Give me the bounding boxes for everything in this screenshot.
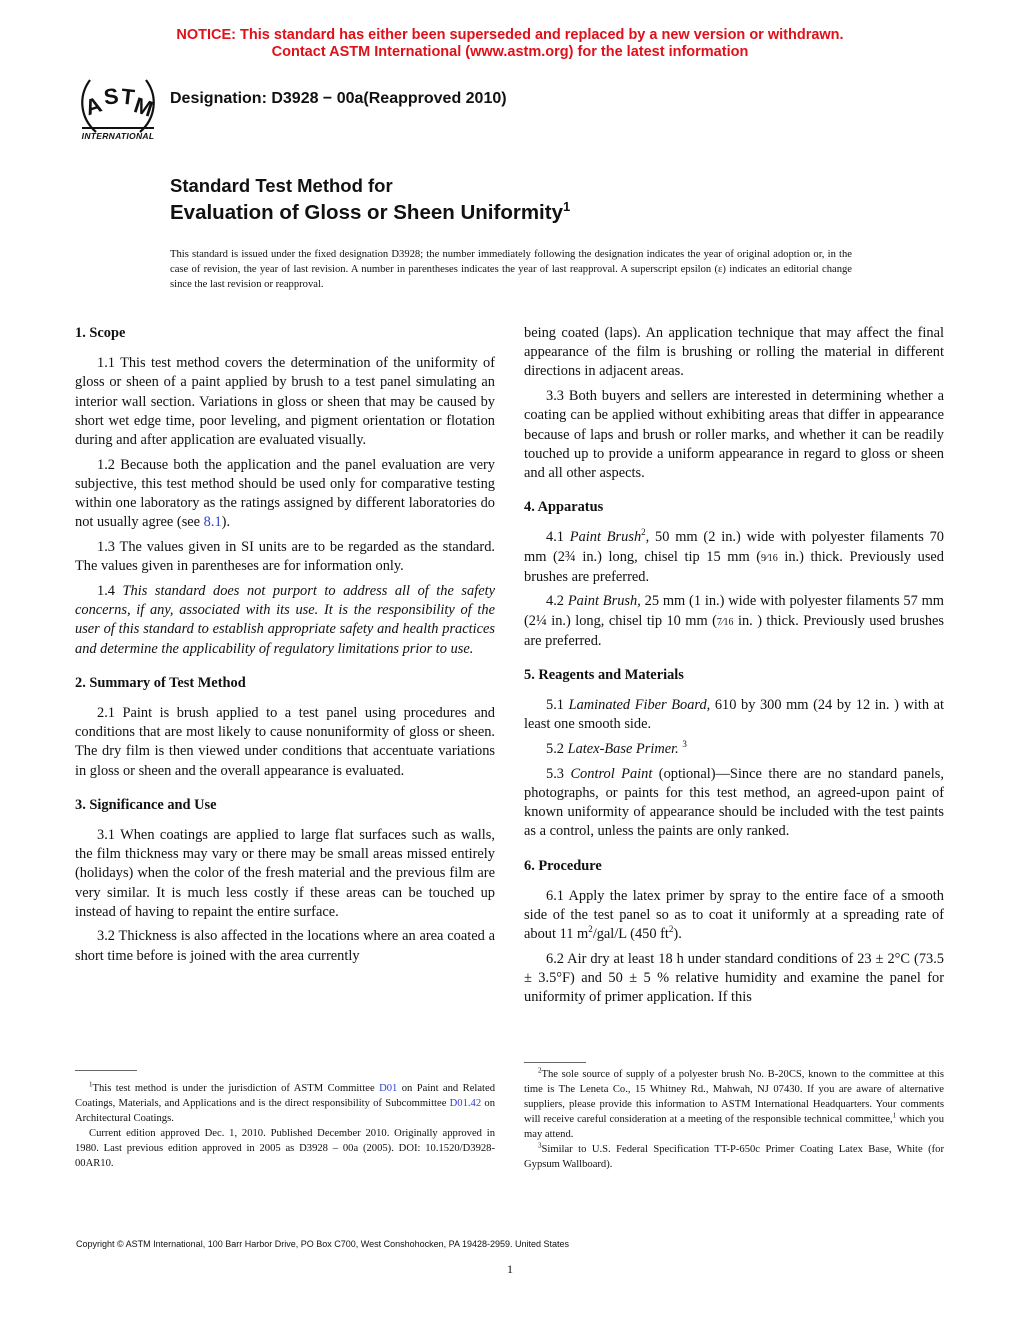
footnote-1-edition: Current edition approved Dec. 1, 2010. Published December 2010. Originally approved in 1980. Last previous edition approved in 2005 as D3928 – 00a (2005). DOI: 10.1520/D3928-00AR10. [75,1128,495,1169]
para-6-1-text: 6.1 Apply the latex primer by spray to the entire face of a smooth side of the test panel so as to coat it uniformly at a spreading rate of about 11 m [524,887,944,943]
footnote-3 [524,1142,944,1172]
section-3-heading: 3. Significance and Use [75,796,217,813]
para-5-1-term: Laminated Fiber Board, [568,697,711,714]
footnote-3-ref[interactable]: 3 [682,739,687,750]
para-5-3 [524,765,944,842]
section-4-heading: 4. Apparatus [524,499,604,516]
para-6-1 [524,887,944,945]
footnote-rule-right [524,1062,586,1063]
svg-text:S: S [102,83,120,110]
para-5-2-term: Latex-Base Primer. [567,741,679,758]
section-5-heading: 5. Reagents and Materials [524,667,684,684]
para-4-1 [524,528,944,587]
para-4-1-text: , 50 mm (2 in.) wide with polyester filaments 70 mm (2¾ in.) long, chisel tip 15 mm ( [524,529,944,565]
para-6-1-exponent-2: 2 [668,924,674,935]
footnote-1 [75,1081,495,1126]
footnote-rule-left [75,1070,137,1071]
para-5-1-number: 5.1 [546,697,569,714]
footnote-3-text: Similar to U.S. Federal Specification TT-P-650c Primer Coating Latex Base, White (for Gypsum Wallboard). [524,1144,944,1170]
para-1-2-text: 1.2 Because both the application and the panel evaluation are very subjective, this test method should be used only for comparative testing within one laboratory as the ratings assigned by different laboratories do not usually agree (see [75,456,495,531]
right-column [524,324,944,1013]
footnote-2-text: The sole source of supply of a polyester brush No. B-20CS, known to the committee at this time is The Leneta Co., 15 Whitney Rd., Mahwah, NJ 07430. If you are aware of alternative suppliers, please provide this information to ASTM International Headquarters. Your comments will receive careful consideration at a meeting of the responsible technical committee, [524,1069,944,1125]
subcommittee-d01-42-link[interactable]: D01.42 [449,1098,482,1109]
footnotes-right [524,1067,944,1172]
para-1-4-text: This standard does not purport to address all of the safety concerns, if any, associated with its use. It is the responsibility of the user of this standard to establish appropriate safety and health practices and determine the applicability of regulatory limitations prior to use. [75,582,495,657]
footnote-1-end: on Architectural Coatings. [75,1098,495,1124]
logo-international-text: INTERNATIONAL [81,131,155,141]
notice-line-2: Contact ASTM International (www.astm.org) for the latest information [271,44,749,60]
para-5-3-term: Control Paint [570,765,653,782]
para-1-4 [75,582,495,659]
title-line-2 [170,199,570,225]
para-4-2-end: in. ) thick. Previously used brushes are preferred. [524,612,944,649]
section-2-heading: 2. Summary of Test Method [75,674,246,691]
svg-text:T: T [119,83,136,110]
para-6-2: 6.2 Air dry at least 18 h under standard conditions of 23 ± 2°C (73.5 ± 3.5°F) and 50 ± 5 % relative humidity and examine the panel for uniformity of primer application. If this [524,950,944,1006]
para-3-3: 3.3 Both buyers and sellers are interested in determining whether a coating can be applied without exhibiting areas that differ in appearance because of laps and brush or roller marks, and whether it can be readily touched up to provide a uniform appearance in regard to gloss or sheen and all other aspects. [524,388,944,481]
footnote-1-marker: 1 [89,1080,93,1089]
footnote-1-middle: on Paint and Related Coatings, Materials, and Applications and is the direct responsibility of Subcommittee [75,1083,495,1109]
svg-text:A: A [81,91,105,121]
intro-paragraph: This standard is issued under the fixed designation D3928; the number immediately following the designation indicates the year of original adoption or, in the case of revision, the year of last revision. A number in parentheses indicates the year of last reapproval. A superscript epsilon (ε) indicates an editorial change since the last revision or reapproval. [170,249,852,290]
para-4-2-number: 4.2 [546,593,568,610]
para-4-2-term: Paint Brush, [567,593,641,610]
para-4-2 [524,592,944,651]
section-6-heading: 6. Procedure [524,857,602,874]
footnote-2-inner-ref: 1 [892,1111,897,1120]
title-text: Evaluation of Gloss or Sheen Uniformity [170,200,563,224]
para-1-2-end: ). [221,514,231,531]
title-line-1: Standard Test Method for [170,175,393,196]
notice-banner [0,27,1020,61]
page-number: 1 [507,1262,513,1276]
para-5-2-number: 5.2 [546,741,568,758]
para-6-1-end: ). [673,926,682,943]
para-1-1: 1.1 This test method covers the determination of the uniformity of gloss or sheen of a paint applied by brush to a test panel simulating an interior wall section. Variations in gloss or sheen that may be caused by short wet edge time, poor leveling, and pigment orientation or flotation during and after application are evaluated visually. [75,355,495,449]
para-4-2-text: 25 mm (1 in.) wide with polyester filaments 57 mm (2¼ in.) long, chisel tip 10 mm ( [524,593,944,629]
footnote-2-ref[interactable]: 2 [641,527,646,538]
para-6-1-exponent-1: 2 [588,924,593,935]
para-1-2 [75,456,495,533]
copyright-line: Copyright © ASTM International, 100 Barr Harbor Drive, PO Box C700, West Conshohocken, PA 19428-2959. United States [76,1239,570,1249]
title-footnote-ref[interactable]: 1 [562,199,571,214]
para-5-3-text: (optional)—Since there are no standard panels, photographs, or paints for this test method, an agreed-upon paint of known uniformity of appearance should be included with the test paints as a control, unless the paints are only ranked. [524,765,945,840]
para-3-1: 3.1 When coatings are applied to large flat surfaces such as walls, the film thickness may vary or there may be small areas missed entirely (holidays) when the color of the fresh material and the previous film are very similar. It is much less costly if these areas can be touched up instead of having to repaint the entire surface. [75,826,495,920]
para-4-1-end: in.) thick. Previously used brushes are preferred. [524,548,944,585]
fraction-9-16: 9⁄16 [761,552,778,564]
footnotes-left [75,1081,495,1171]
para-5-2 [524,740,944,759]
left-column [75,324,495,971]
para-1-4-number: 1.4 [97,582,123,599]
footnote-2-marker: 2 [538,1066,542,1075]
footnote-2-end: which you may attend. [524,1114,944,1140]
fraction-7-16: 7⁄16 [716,616,734,628]
footnote-2 [524,1067,944,1142]
svg-text:M: M [130,92,157,122]
para-5-1 [524,696,944,734]
para-6-1-middle: /gal/L (450 ft [592,926,669,943]
section-8-1-link[interactable]: 8.1 [203,514,222,531]
notice-line-1: NOTICE: This standard has either been superseded and replaced by a new version or withdrawn. [176,27,844,43]
para-4-1-term: Paint Brush [569,529,642,546]
designation: Designation: D3928 − 00a(Reapproved 2010) [170,90,507,107]
committee-d01-link[interactable]: D01 [379,1083,398,1094]
para-5-3-number: 5.3 [546,765,571,782]
para-5-1-text: 610 by 300 mm (24 by 12 in. ) with at least one smooth side. [524,697,944,733]
para-3-2: 3.2 Thickness is also affected in the locations where an area coated a short time before is joined with the area currently [75,928,495,964]
para-3-2-continued: being coated (laps). An application technique that may affect the final appearance of the film is brushing or rolling the material in different directions in adjacent areas. [524,325,944,380]
footnote-1-text: This test method is under the jurisdiction of ASTM Committee [92,1083,380,1094]
para-4-1-number: 4.1 [546,529,570,546]
section-1-heading: 1. Scope [75,325,126,341]
footnote-3-marker: 3 [538,1141,542,1150]
para-2-1: 2.1 Paint is brush applied to a test panel using procedures and conditions that are most likely to cause nonuniformity of gloss or sheen. The dry film is then viewed under conditions that accentuate variations in gloss or sheen and the overall appearance is evaluated. [75,704,495,779]
para-1-3: 1.3 The values given in SI units are to be regarded as the standard. The values given in parentheses are for information only. [75,539,495,575]
